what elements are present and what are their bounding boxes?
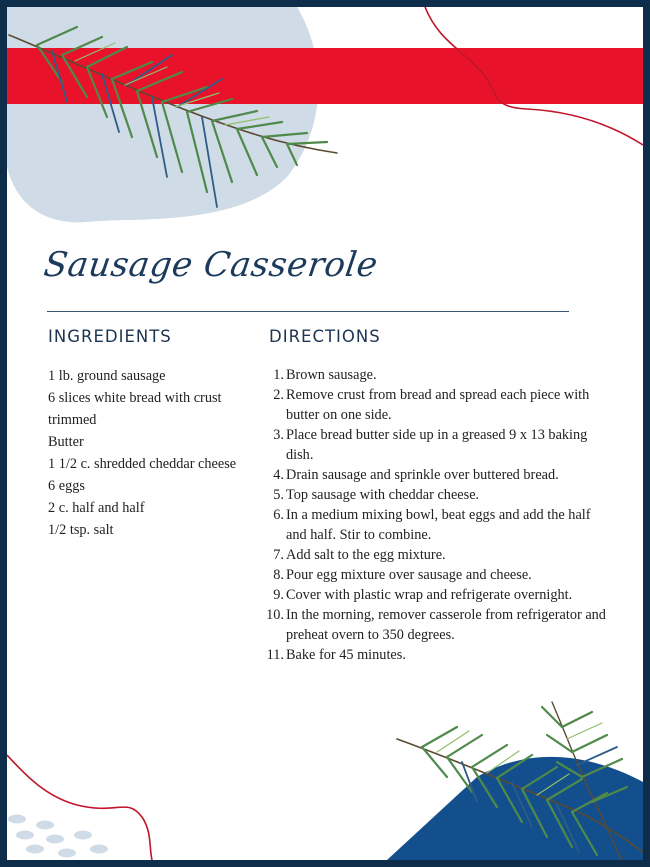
step-text: In the morning, remover casserole from refrigerator and preheat overn to 350 degrees. <box>286 607 606 643</box>
direction-step <box>269 425 609 465</box>
pine-branch-top <box>9 27 337 207</box>
step-text: Drain sausage and sprinkle over buttered bread. <box>286 467 559 483</box>
direction-step <box>269 385 609 425</box>
direction-step <box>269 585 609 605</box>
direction-step <box>269 365 609 385</box>
direction-step <box>266 605 609 645</box>
direction-step <box>269 505 609 545</box>
ingredient-item: 1/2 tsp. salt <box>48 522 114 538</box>
ingredient-item: 6 slices white bread with crust trimmed <box>48 390 222 428</box>
ingredient-item: 6 eggs <box>48 478 85 494</box>
recipe-title: Sausage Casserole <box>41 245 381 285</box>
step-text: Pour egg mixture over sausage and cheese. <box>286 567 532 583</box>
step-number: 6. <box>273 507 284 523</box>
step-text: Cover with plastic wrap and refrigerate overnight. <box>286 587 573 603</box>
step-number: 5. <box>273 487 284 503</box>
step-number: 11. <box>266 647 284 663</box>
direction-step <box>266 645 609 665</box>
ingredient-item: 1 lb. ground sausage <box>48 368 166 384</box>
step-number: 8. <box>273 567 284 583</box>
step-text: In a medium mixing bowl, beat eggs and add the half and half. Stir to combine. <box>286 507 591 543</box>
step-text: Top sausage with cheddar cheese. <box>286 487 480 503</box>
step-number: 2. <box>273 387 284 403</box>
step-text: Add salt to the egg mixture. <box>286 547 446 563</box>
direction-step <box>269 465 609 485</box>
step-text: Remove crust from bread and spread each piece with butter on one side. <box>286 387 590 423</box>
step-text: Bake for 45 minutes. <box>286 647 406 663</box>
step-number: 4. <box>273 467 284 483</box>
directions-heading: DIRECTIONS <box>269 327 381 346</box>
red-curve-bottom <box>7 755 152 860</box>
title-divider <box>47 311 569 312</box>
recipe-card <box>7 7 643 860</box>
directions-list <box>266 365 609 665</box>
ingredient-item: Butter <box>48 434 84 450</box>
direction-step <box>269 485 609 505</box>
step-number: 9. <box>273 587 284 603</box>
red-curve-top <box>425 7 643 145</box>
direction-step <box>269 545 609 565</box>
step-number: 7. <box>273 547 284 563</box>
step-number: 1. <box>273 367 284 383</box>
direction-step <box>269 565 609 585</box>
ingredient-item: 2 c. half and half <box>48 500 145 516</box>
ingredients-heading: INGREDIENTS <box>48 327 172 346</box>
ingredient-item: 1 1/2 c. shredded cheddar cheese <box>48 456 237 472</box>
step-number: 3. <box>273 427 284 443</box>
ingredients-list <box>48 365 238 541</box>
step-number: 10. <box>266 607 284 623</box>
step-text: Brown sausage. <box>286 367 377 383</box>
decorative-dots <box>8 815 108 858</box>
step-text: Place bread butter side up in a greased 9 x 13 baking dish. <box>286 427 588 463</box>
